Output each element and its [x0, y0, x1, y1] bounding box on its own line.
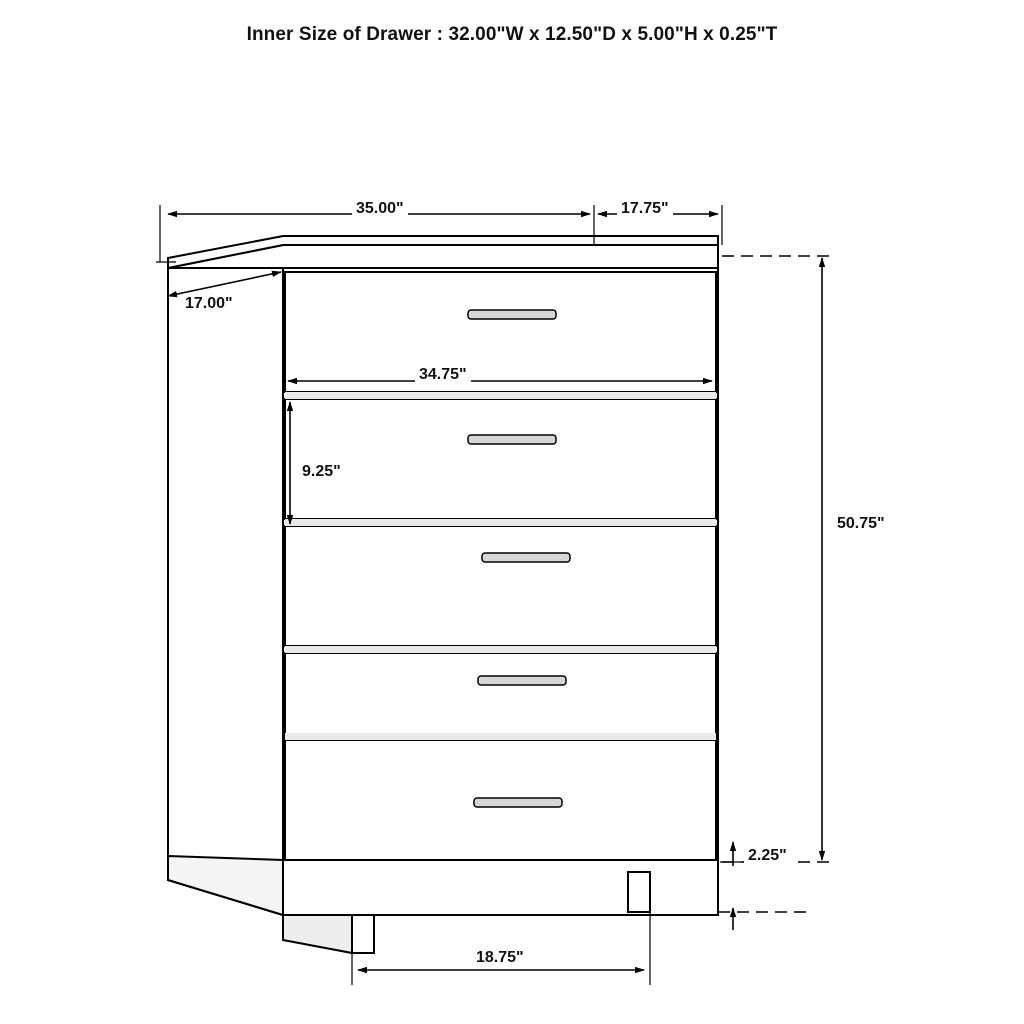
dim-label-overall-height: 50.75"	[833, 515, 889, 533]
dim-label-leg-span: 18.75"	[472, 949, 528, 967]
dim-label-top-depth: 17.75"	[617, 200, 673, 218]
dim-label-drawer-height: 9.25"	[298, 463, 345, 481]
chest-leg-right	[628, 872, 650, 912]
chest-illustration	[168, 236, 718, 953]
page-title: Inner Size of Drawer : 32.00"W x 12.50"D x 5.00"H x 0.25"T	[246, 24, 778, 45]
dim-label-drawer-width: 34.75"	[415, 366, 471, 384]
dim-label-top-width: 35.00"	[352, 200, 408, 218]
dim-label-side-depth: 17.00"	[181, 295, 237, 313]
dim-label-leg-height: 2.25"	[744, 847, 791, 865]
chest-leg-left	[352, 915, 374, 953]
